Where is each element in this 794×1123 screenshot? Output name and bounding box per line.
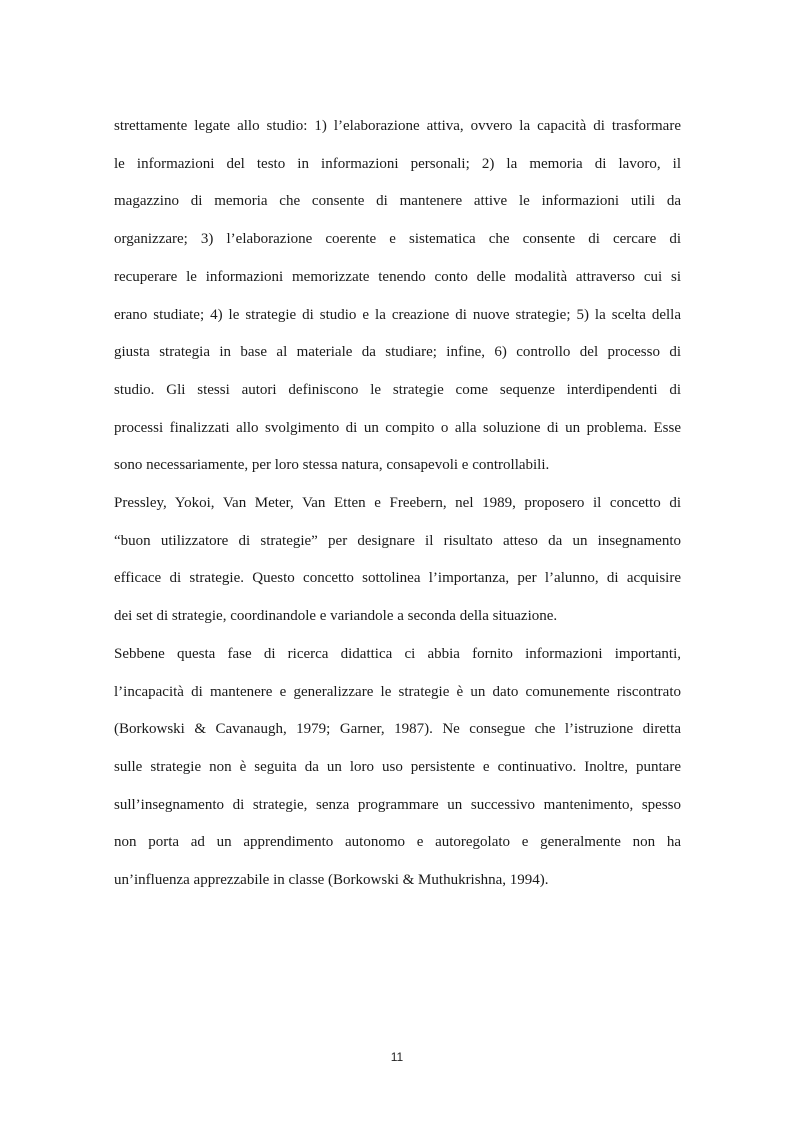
- text-line: sulle strategie non è seguita da un loro uso persistente e continuativo. Inoltre, puntare: [114, 758, 681, 775]
- text-line: Pressley, Yokoi, Van Meter, Van Etten e Freebern, nel 1989, proposero il concetto di: [114, 495, 681, 512]
- text-line: erano studiate; 4) le strategie di studio e la creazione di nuove strategie; 5) la scelta della: [114, 306, 681, 323]
- text-line: (Borkowski & Cavanaugh, 1979; Garner, 1987). Ne consegue che l’istruzione diretta: [114, 721, 681, 738]
- text-line: le informazioni del testo in informazioni personali; 2) la memoria di lavoro, il: [114, 155, 681, 172]
- text-line: l’incapacità di mantenere e generalizzare le strategie è un dato comunemente riscontrato: [114, 683, 681, 700]
- text-line: organizzare; 3) l’elaborazione coerente e sistematica che consente di cercare di: [114, 231, 681, 248]
- text-line: giusta strategia in base al materiale da studiare; infine, 6) controllo del processo di: [114, 344, 681, 361]
- text-line: processi finalizzati allo svolgimento di un compito o alla soluzione di un problema. Esse: [114, 419, 681, 436]
- text-line: non porta ad un apprendimento autonomo e autoregolato e generalmente non ha: [114, 834, 681, 851]
- paragraph-2: [114, 485, 681, 636]
- text-line: dei set di strategie, coordinandole e variandole a seconda della situazione.: [114, 608, 558, 625]
- text-line: sono necessariamente, per loro stessa natura, consapevoli e controllabili.: [114, 457, 550, 474]
- text-line: efficace di strategie. Questo concetto sottolinea l’importanza, per l’alunno, di acquisire: [114, 570, 681, 587]
- page-number: 11: [390, 1050, 404, 1064]
- text-line: magazzino di memoria che consente di mantenere attive le informazioni utili da: [114, 193, 681, 210]
- text-line: sull’insegnamento di strategie, senza programmare un successivo mantenimento, spesso: [114, 796, 681, 813]
- paragraph-3: [114, 636, 681, 900]
- text-line: un’influenza apprezzabile in classe (Borkowski & Muthukrishna, 1994).: [114, 872, 549, 889]
- text-line: strettamente legate allo studio: 1) l’elaborazione attiva, ovvero la capacità di trasformare: [114, 118, 681, 134]
- document-body: [114, 108, 681, 900]
- text-line: Sebbene questa fase di ricerca didattica ci abbia fornito informazioni importanti,: [114, 645, 681, 662]
- text-line: recuperare le informazioni memorizzate tenendo conto delle modalità attraverso cui si: [114, 268, 681, 285]
- text-line: studio. Gli stessi autori definiscono le strategie come sequenze interdipendenti di: [114, 381, 681, 398]
- paragraph-1: [114, 108, 681, 485]
- text-line: “buon utilizzatore di strategie” per designare il risultato atteso da un insegnamento: [114, 532, 681, 549]
